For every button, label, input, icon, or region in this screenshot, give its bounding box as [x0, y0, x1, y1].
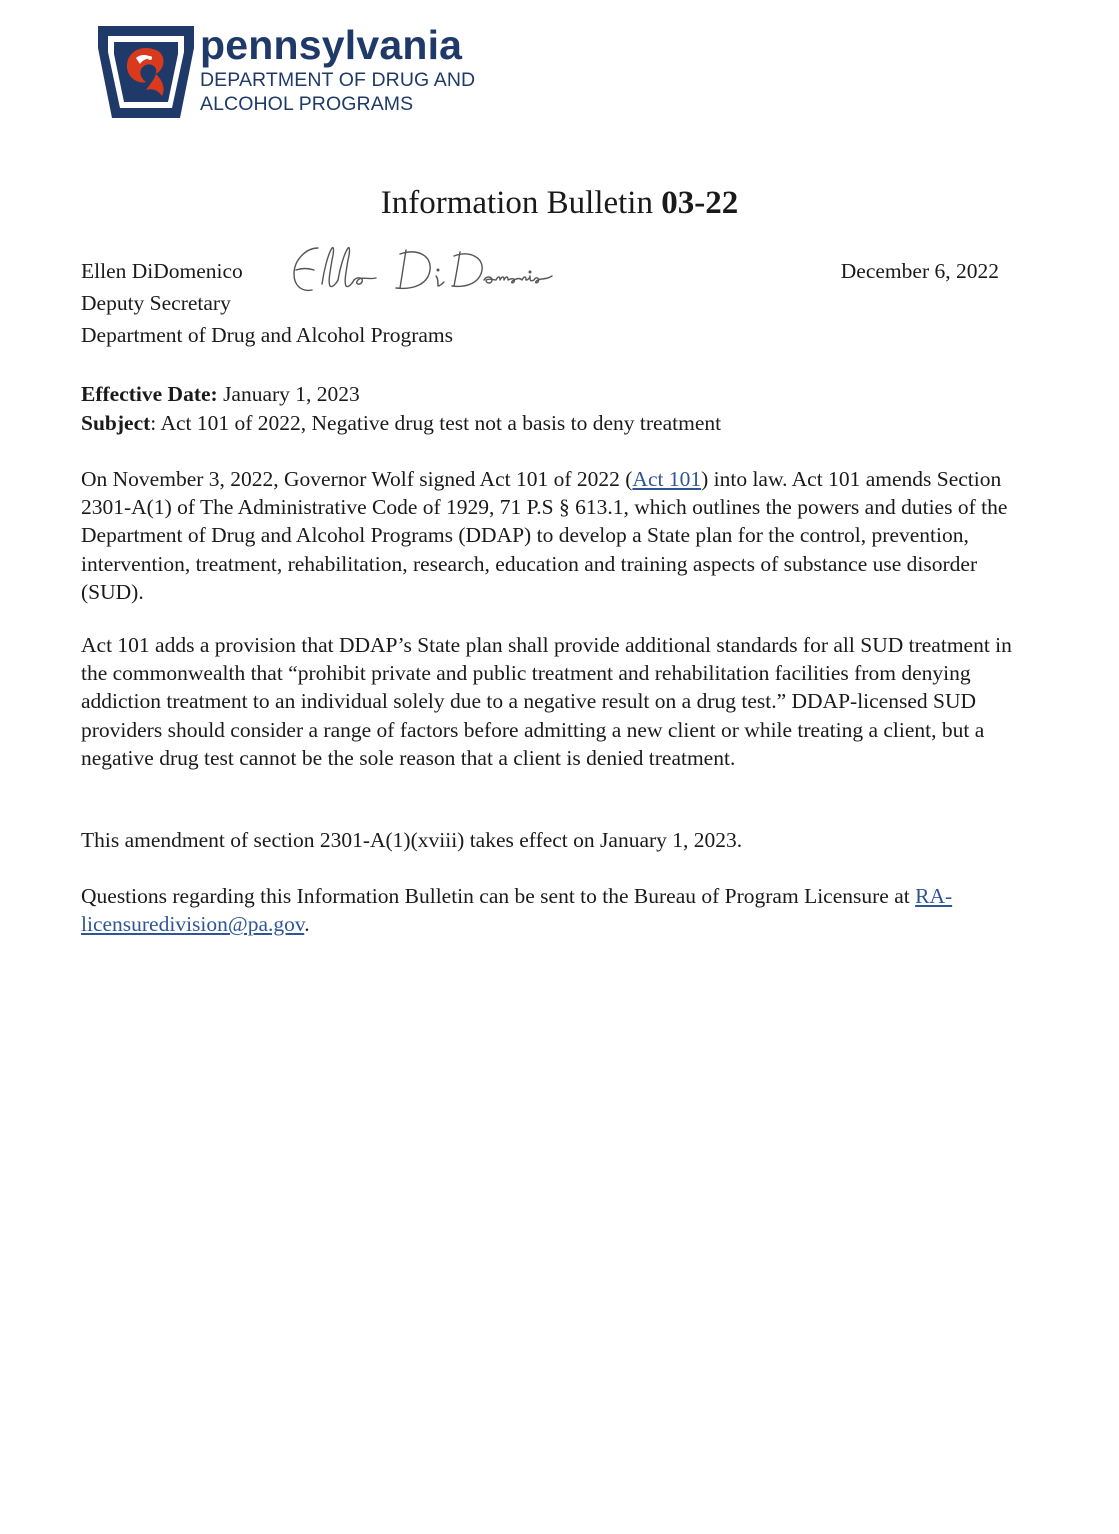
subject-value: : Act 101 of 2022, Negative drug test not a basis to deny treatment — [150, 411, 722, 435]
effective-date-value: January 1, 2023 — [217, 382, 360, 406]
logo-department-line-2: ALCOHOL PROGRAMS — [200, 93, 414, 115]
effective-date-label: Effective Date: — [81, 382, 218, 406]
bulletin-title-prefix: Information Bulletin — [380, 185, 662, 221]
subject-label: Subject — [81, 411, 151, 435]
signer-name: Ellen DiDomenico — [81, 259, 243, 283]
act-101-link[interactable]: Act 101 — [632, 467, 702, 491]
keystone-phoenix-icon — [96, 18, 196, 118]
signer-department: Department of Drug and Alcohol Programs — [81, 323, 453, 347]
subject-line — [81, 409, 721, 438]
agency-logo-text — [200, 22, 475, 116]
effective-date-line — [81, 380, 721, 409]
body-paragraph-2: Act 101 adds a provision that DDAP’s State plan shall provide additional standards for all SUD treatment in the commonwealth that “prohibit private and public treatment and rehabilitation facilities from denying addiction treatment to an individual solely due to a negative result on a drug test.” DDAP-licensed SUD providers should consider a range of factors before admitting a new client or while treating a client, but a negative drug test cannot be the sole reason that a client is denied treatment. — [81, 633, 1012, 770]
body-paragraph-3: This amendment of section 2301-A(1)(xviii) takes effect on January 1, 2023. — [81, 828, 743, 852]
bulletin-number: 03-22 — [661, 185, 739, 221]
logo-department-line-1: DEPARTMENT OF DRUG AND — [200, 69, 476, 91]
logo-wordmark: pennsylvania — [200, 22, 463, 68]
signer-role: Deputy Secretary — [81, 291, 231, 315]
handwritten-signature — [288, 240, 560, 300]
body-paragraph-1 — [81, 465, 1021, 606]
bulletin-title — [0, 183, 1119, 223]
paragraph-1-text-b: ) into law. Act 101 amends Section 2301-A(1) of The Administrative Code of 1929, 71 P.S § 613.1, which outlines the powers and duties of the Department of Drug and Alcohol Programs (DDAP) to develop a State plan for the control, prevention, intervention, treatment, rehabilitation, research, education and training aspects of substance use disorder (SUD). — [81, 467, 1008, 604]
paragraph-4-text-b: . — [304, 912, 310, 937]
bulletin-meta — [81, 380, 721, 438]
paragraph-4-text-a: Questions regarding this Information Bulletin can be sent to the Bureau of Program Licensure at — [81, 884, 916, 908]
paragraph-1-text-a: On November 3, 2022, Governor Wolf signed Act 101 of 2022 ( — [81, 467, 633, 491]
body-paragraph-4 — [81, 882, 1021, 938]
licensure-email-link[interactable]: RA-licensuredivision@pa.gov — [81, 884, 953, 937]
bulletin-date: December 6, 2022 — [840, 259, 999, 283]
